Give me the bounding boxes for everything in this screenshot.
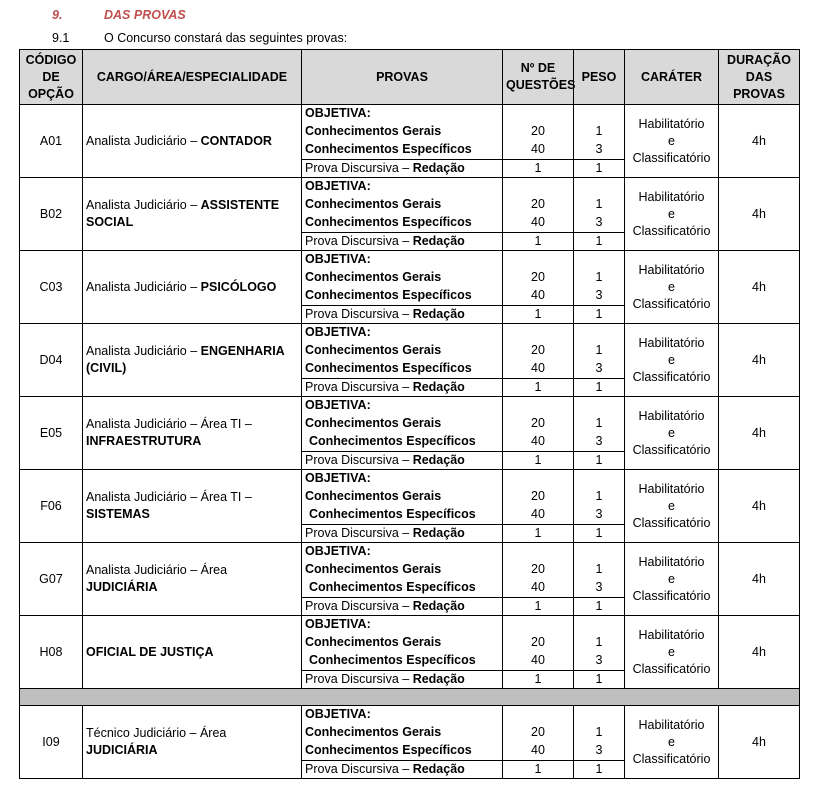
carater-line-2: e [668,644,675,659]
peso-gerais: 1 [595,124,603,138]
discursiva-bold: Redação [412,234,465,248]
especificos-label: Conhecimentos Específicos [305,361,472,375]
discursiva-prefix: Prova Discursiva – [305,307,413,321]
cargo-normal: Analista Judiciário – [86,133,201,148]
carater-line-2: e [668,133,675,148]
header-peso: PESO [574,50,625,105]
peso-gerais: 1 [595,197,603,211]
section-heading [0,8,814,26]
provas-objetiva-cell [302,105,503,160]
provas-objetiva-cell [302,706,503,761]
peso-especificos: 3 [595,580,603,594]
objetiva-label: OBJETIVA: [305,325,371,339]
gerais-label: Conhecimentos Gerais [305,343,442,357]
provas-discursiva-cell [302,379,503,397]
discursiva-prefix: Prova Discursiva – [305,599,413,613]
duracao-cell: 4h [719,178,800,251]
codigo-cell: I09 [20,706,83,779]
carater-cell [625,543,719,616]
especificos-label: Conhecimentos Específicos [309,507,476,521]
peso-discursiva-cell: 1 [574,761,625,779]
questoes-discursiva-cell: 1 [503,452,574,470]
peso-objetiva-cell [574,324,625,379]
cargo-bold: ENGENHARIA (CIVIL) [86,344,285,375]
especificos-label: Conhecimentos Específicos [309,653,476,667]
carater-line-1: Habilitatório [638,717,705,732]
cargo-cell [83,543,302,616]
peso-objetiva-cell [574,397,625,452]
duracao-cell: 4h [719,616,800,689]
discursiva-prefix: Prova Discursiva – [305,762,413,776]
peso-discursiva-cell: 1 [574,160,625,178]
provas-objetiva-cell [302,178,503,233]
carater-line-2: e [668,734,675,749]
peso-gerais: 1 [595,562,603,576]
table-row [20,178,800,233]
provas-objetiva-cell [302,324,503,379]
table-row [20,251,800,306]
cargo-bold: OFICIAL DE JUSTIÇA [86,644,214,659]
cargo-cell [83,324,302,397]
duracao-cell: 4h [719,105,800,178]
peso-discursiva-cell: 1 [574,379,625,397]
section-title: DAS PROVAS [104,8,186,22]
header-codigo: CÓDIGO DE OPÇÃO [20,50,83,105]
carater-cell [625,178,719,251]
carater-line-1: Habilitatório [638,627,705,642]
carater-line-3: Classificatório [632,296,711,311]
peso-objetiva-cell [574,178,625,233]
codigo-cell: D04 [20,324,83,397]
provas-objetiva-cell [302,251,503,306]
cargo-normal: Analista Judiciário – Área TI – [86,417,252,431]
gerais-label: Conhecimentos Gerais [305,489,442,503]
questoes-objetiva-cell [503,616,574,671]
duracao-cell: 4h [719,251,800,324]
carater-line-2: e [668,571,675,586]
carater-line-1: Habilitatório [638,408,705,423]
carater-line-3: Classificatório [632,515,711,530]
peso-gerais: 1 [595,725,603,739]
objetiva-label: OBJETIVA: [305,617,371,631]
peso-discursiva-cell: 1 [574,233,625,251]
questoes-discursiva-cell: 1 [503,379,574,397]
peso-especificos: 3 [595,434,603,448]
peso-especificos: 3 [595,743,603,757]
carater-line-1: Habilitatório [638,262,705,277]
discursiva-prefix: Prova Discursiva – [305,380,413,394]
gerais-label: Conhecimentos Gerais [305,270,442,284]
discursiva-bold: Redação [412,307,465,321]
provas-discursiva-cell [302,598,503,616]
questoes-gerais: 20 [531,562,545,576]
carater-line-3: Classificatório [632,751,711,766]
carater-line-3: Classificatório [632,442,711,457]
table-row [20,105,800,160]
carater-cell [625,324,719,397]
table-row [20,543,800,598]
carater-line-2: e [668,279,675,294]
provas-discursiva-cell [302,452,503,470]
questoes-gerais: 20 [531,197,545,211]
duracao-cell: 4h [719,324,800,397]
carater-cell [625,616,719,689]
cargo-cell [83,251,302,324]
codigo-cell: H08 [20,616,83,689]
gerais-label: Conhecimentos Gerais [305,725,442,739]
duracao-cell: 4h [719,706,800,779]
peso-discursiva-cell: 1 [574,452,625,470]
table-row [20,616,800,671]
carater-line-1: Habilitatório [638,116,705,131]
questoes-especificos: 40 [531,743,545,757]
questoes-objetiva-cell [503,178,574,233]
questoes-especificos: 40 [531,653,545,667]
especificos-label: Conhecimentos Específicos [305,743,472,757]
questoes-gerais: 20 [531,635,545,649]
cargo-normal: Analista Judiciário – Área TI – [86,490,252,504]
peso-gerais: 1 [595,343,603,357]
separator-cell [20,689,800,706]
discursiva-bold: Redação [412,526,465,540]
cargo-cell [83,470,302,543]
especificos-label: Conhecimentos Específicos [305,288,472,302]
objetiva-label: OBJETIVA: [305,471,371,485]
questoes-discursiva-cell: 1 [503,598,574,616]
peso-discursiva-cell: 1 [574,598,625,616]
objetiva-label: OBJETIVA: [305,398,371,412]
cargo-bold: ASSISTENTE SOCIAL [86,198,280,229]
header-duracao: DURAÇÃO DAS PROVAS [719,50,800,105]
peso-objetiva-cell [574,251,625,306]
peso-discursiva-cell: 1 [574,306,625,324]
peso-objetiva-cell [574,543,625,598]
discursiva-prefix: Prova Discursiva – [305,161,413,175]
cargo-cell [83,178,302,251]
especificos-label: Conhecimentos Específicos [309,580,476,594]
table-row [20,397,800,452]
cargo-normal: Analista Judiciário – [86,198,201,212]
carater-line-3: Classificatório [632,369,711,384]
provas-table [19,49,800,779]
discursiva-bold: Redação [412,762,465,776]
provas-discursiva-cell [302,233,503,251]
gerais-label: Conhecimentos Gerais [305,562,442,576]
cargo-normal: Analista Judiciário – [86,344,201,358]
discursiva-prefix: Prova Discursiva – [305,453,413,467]
carater-cell [625,105,719,178]
table-row [20,706,800,761]
objetiva-label: OBJETIVA: [305,252,371,266]
provas-discursiva-cell [302,306,503,324]
carater-line-2: e [668,498,675,513]
questoes-objetiva-cell [503,543,574,598]
carater-line-1: Habilitatório [638,554,705,569]
questoes-especificos: 40 [531,142,545,156]
provas-objetiva-cell [302,397,503,452]
objetiva-label: OBJETIVA: [305,106,371,120]
section-number: 9. [52,8,63,22]
cargo-bold: JUDICIÁRIA [86,743,158,757]
codigo-cell: C03 [20,251,83,324]
carater-cell [625,397,719,470]
peso-objetiva-cell [574,105,625,160]
discursiva-prefix: Prova Discursiva – [305,526,413,540]
peso-discursiva-cell: 1 [574,671,625,689]
peso-objetiva-cell [574,616,625,671]
carater-line-1: Habilitatório [638,481,705,496]
peso-especificos: 3 [595,142,603,156]
gerais-label: Conhecimentos Gerais [305,197,442,211]
discursiva-prefix: Prova Discursiva – [305,672,413,686]
cargo-normal: Técnico Judiciário – Área [86,726,227,740]
subsection-heading [0,31,814,49]
especificos-label: Conhecimentos Específicos [305,215,472,229]
questoes-gerais: 20 [531,124,545,138]
questoes-discursiva-cell: 1 [503,525,574,543]
cargo-bold: PSICÓLOGO [200,279,277,294]
carater-line-1: Habilitatório [638,189,705,204]
carater-line-3: Classificatório [632,588,711,603]
carater-line-3: Classificatório [632,150,711,165]
questoes-discursiva-cell: 1 [503,671,574,689]
subsection-number: 9.1 [52,31,70,45]
carater-line-2: e [668,206,675,221]
codigo-cell: B02 [20,178,83,251]
peso-especificos: 3 [595,507,603,521]
peso-gerais: 1 [595,635,603,649]
peso-especificos: 3 [595,288,603,302]
provas-discursiva-cell [302,525,503,543]
questoes-gerais: 20 [531,416,545,430]
peso-especificos: 3 [595,361,603,375]
header-row [20,50,800,105]
questoes-discursiva-cell: 1 [503,233,574,251]
codigo-cell: E05 [20,397,83,470]
peso-gerais: 1 [595,489,603,503]
discursiva-bold: Redação [412,672,465,686]
carater-line-3: Classificatório [632,223,711,238]
provas-discursiva-cell [302,761,503,779]
subsection-text: O Concurso constará das seguintes provas: [104,31,348,45]
cargo-bold: INFRAESTRUTURA [86,434,202,448]
table-row [20,324,800,379]
objetiva-label: OBJETIVA: [305,179,371,193]
discursiva-bold: Redação [412,161,465,175]
questoes-especificos: 40 [531,215,545,229]
cargo-normal: Analista Judiciário – Área [86,563,228,577]
cargo-cell [83,616,302,689]
provas-objetiva-cell [302,543,503,598]
peso-objetiva-cell [574,706,625,761]
discursiva-prefix: Prova Discursiva – [305,234,413,248]
questoes-especificos: 40 [531,361,545,375]
duracao-cell: 4h [719,397,800,470]
carater-line-1: Habilitatório [638,335,705,350]
questoes-objetiva-cell [503,251,574,306]
carater-line-3: Classificatório [632,661,711,676]
peso-gerais: 1 [595,416,603,430]
cargo-cell [83,397,302,470]
carater-line-2: e [668,425,675,440]
questoes-objetiva-cell [503,324,574,379]
peso-especificos: 3 [595,215,603,229]
peso-objetiva-cell [574,470,625,525]
peso-gerais: 1 [595,270,603,284]
questoes-objetiva-cell [503,470,574,525]
peso-discursiva-cell: 1 [574,525,625,543]
gerais-label: Conhecimentos Gerais [305,635,442,649]
discursiva-bold: Redação [412,599,465,613]
duracao-cell: 4h [719,470,800,543]
questoes-especificos: 40 [531,434,545,448]
codigo-cell: F06 [20,470,83,543]
questoes-gerais: 20 [531,270,545,284]
gerais-label: Conhecimentos Gerais [305,124,442,138]
provas-discursiva-cell [302,160,503,178]
questoes-discursiva-cell: 1 [503,160,574,178]
objetiva-label: OBJETIVA: [305,544,371,558]
cargo-bold: SISTEMAS [86,507,150,521]
header-provas: PROVAS [302,50,503,105]
questoes-objetiva-cell [503,105,574,160]
header-cargo: CARGO/ÁREA/ESPECIALIDADE [83,50,302,105]
carater-cell [625,706,719,779]
questoes-discursiva-cell: 1 [503,761,574,779]
carater-line-2: e [668,352,675,367]
questoes-discursiva-cell: 1 [503,306,574,324]
questoes-especificos: 40 [531,580,545,594]
cargo-normal: Analista Judiciário – [86,279,201,294]
questoes-gerais: 20 [531,725,545,739]
questoes-gerais: 20 [531,489,545,503]
cargo-bold: JUDICIÁRIA [86,580,158,594]
provas-objetiva-cell [302,616,503,671]
peso-especificos: 3 [595,653,603,667]
codigo-cell: A01 [20,105,83,178]
provas-objetiva-cell [302,470,503,525]
especificos-label: Conhecimentos Específicos [309,434,476,448]
discursiva-bold: Redação [412,453,465,467]
carater-cell [625,470,719,543]
questoes-especificos: 40 [531,288,545,302]
questoes-especificos: 40 [531,507,545,521]
cargo-cell [83,105,302,178]
provas-discursiva-cell [302,671,503,689]
separator-row [20,689,800,706]
cargo-cell [83,706,302,779]
cargo-bold: CONTADOR [200,133,272,148]
table-row [20,470,800,525]
objetiva-label: OBJETIVA: [305,707,371,721]
especificos-label: Conhecimentos Específicos [305,142,472,156]
header-questoes: Nº DE QUESTÕES [503,50,574,105]
duracao-cell: 4h [719,543,800,616]
carater-cell [625,251,719,324]
discursiva-bold: Redação [412,380,465,394]
questoes-objetiva-cell [503,706,574,761]
questoes-objetiva-cell [503,397,574,452]
codigo-cell: G07 [20,543,83,616]
questoes-gerais: 20 [531,343,545,357]
gerais-label: Conhecimentos Gerais [305,416,442,430]
header-carater: CARÁTER [625,50,719,105]
